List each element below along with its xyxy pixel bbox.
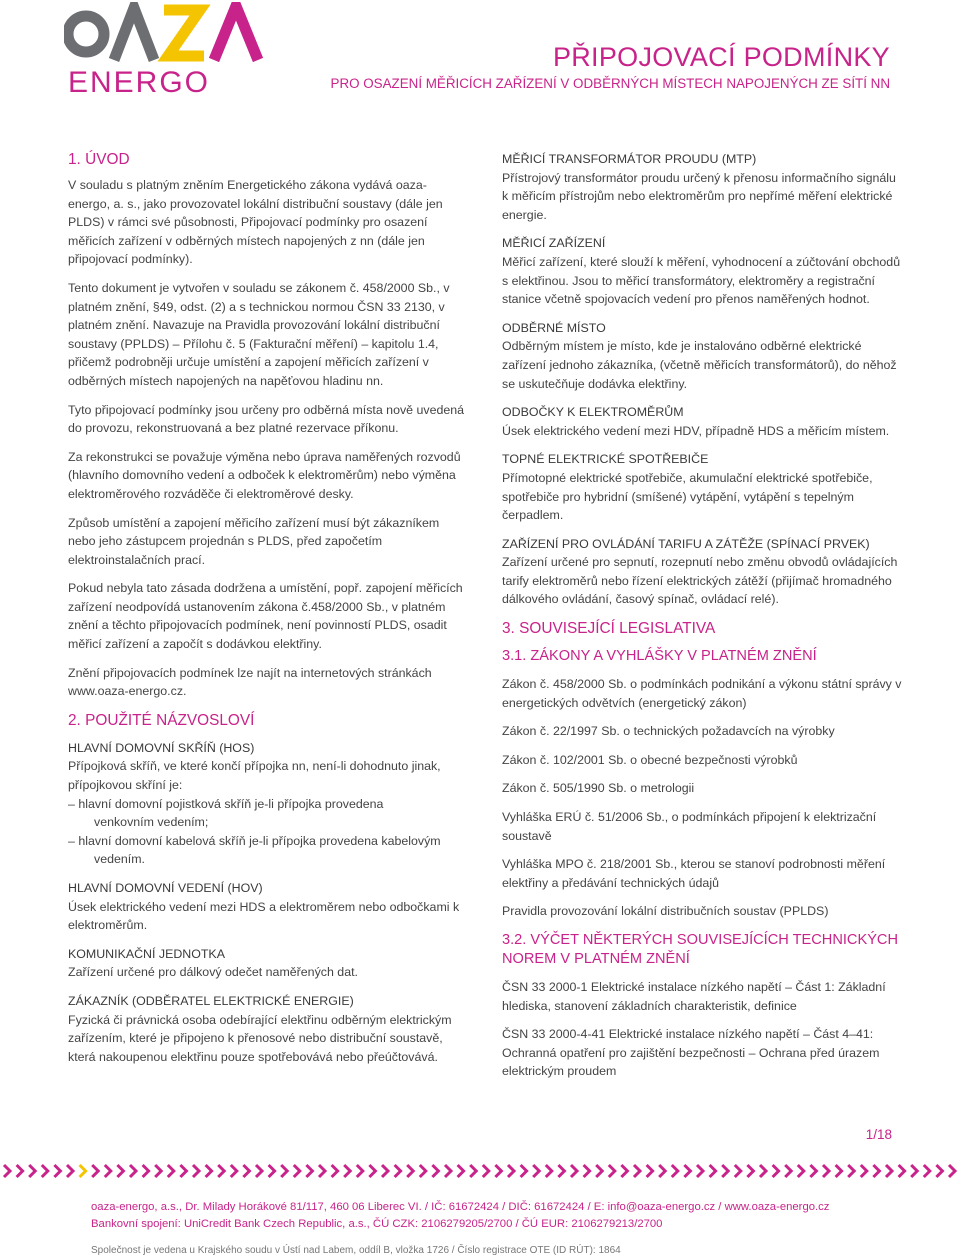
chevron-icon — [609, 1165, 615, 1177]
chevron-icon — [899, 1165, 905, 1177]
chevron-icon — [798, 1165, 804, 1177]
intro-paragraph-7: Znění připojovacích podmínek lze najít na internetových stránkách www.oaza-energo.cz. — [68, 665, 432, 699]
chevron-icon — [168, 1165, 174, 1177]
chevron-icon — [710, 1165, 716, 1177]
left-column — [68, 150, 468, 1076]
chevron-icon — [508, 1165, 514, 1177]
chevron-icon — [483, 1165, 489, 1177]
chevron-icon — [546, 1165, 552, 1177]
definition-merici-zarizeni: Měřicí zařízení, které slouží k měření, vyhodnocení a zúčtování obchodů s elektřinou. Jsou to měřicí transformátory, elektroměry a registrační stanice včetně spojovacích vedení pro přenos naměřených hodnot. — [502, 254, 901, 307]
document-title: PŘIPOJOVACÍ PODMÍNKY — [552, 42, 890, 72]
definition-odbocky: Úsek elektrického vedení mezi HDV, případně HDS a měřicím místem. — [502, 423, 890, 438]
chevron-icon — [193, 1165, 199, 1177]
chevron-icon — [949, 1165, 955, 1177]
chevron-icon — [105, 1165, 111, 1177]
term-topne-spotrebice: TOPNÉ ELEKTRICKÉ SPOTŘEBIČE — [502, 452, 709, 467]
chevron-icon — [29, 1165, 35, 1177]
chevron-icon — [470, 1165, 476, 1177]
chevron-icon — [495, 1165, 501, 1177]
chevron-icon — [836, 1165, 842, 1177]
chevron-icon — [558, 1165, 564, 1177]
chevron-icon — [886, 1165, 892, 1177]
term-hos: HLAVNÍ DOMOVNÍ SKŘÍŇ (HOS) — [68, 740, 255, 755]
hos-list-item-2-cont: vedením. — [94, 852, 145, 867]
intro-paragraph-4: Za rekonstrukci se považuje výměna nebo úprava naměřených rozvodů (hlavního domovního vedení a odboček k elektroměrům) nebo výměna elektroměrového rozváděče či elektroměrové desky. — [68, 449, 461, 501]
hos-list — [68, 795, 468, 869]
chevron-icon — [294, 1165, 300, 1177]
chevron-icon — [911, 1165, 917, 1177]
law-item: Zákon č. 22/1997 Sb. o technických požadavcích na výrobky — [502, 724, 835, 739]
term-odberne-misto: ODBĚRNÉ MÍSTO — [502, 320, 606, 335]
footer-registration-info: Společnost je vedena u Krajského soudu v Ústí nad Labem, oddíl B, vložka 1726 / Číslo registrace OTE (ID RÚT): 1864 — [91, 1245, 621, 1256]
chevron-icon — [17, 1165, 23, 1177]
chevron-icon — [823, 1165, 829, 1177]
company-logo — [64, 2, 264, 94]
chevron-icon — [357, 1165, 363, 1177]
chevron-icon — [659, 1165, 665, 1177]
chevron-icon — [382, 1165, 388, 1177]
definition-zakaznik: Fyzická či právnická osoba odebírající elektřinu odběrným elektrickým zařízením, které je připojeno k přenosové nebo distribuční soustavě, která nakoupenou elektřinu pouze spotřebovává nebo přeúčtovává. — [68, 1012, 452, 1064]
chevron-icon — [672, 1165, 678, 1177]
definition-hos: Přípojková skříň, ve které končí přípojka nn, není-li dohodnuto jinak, přípojkovou skříní je: — [68, 759, 441, 793]
chevron-icon — [873, 1165, 879, 1177]
chevron-icon — [231, 1165, 237, 1177]
hos-list-item-1: – hlavní domovní pojistková skříň je-li přípojka provedena — [68, 796, 384, 811]
chevron-icon — [584, 1165, 590, 1177]
section-2-heading: 2. POUŽITÉ NÁZVOSLOVÍ — [68, 711, 255, 729]
chevron-icon — [432, 1165, 438, 1177]
chevron-icon — [67, 1165, 73, 1177]
chevron-icon — [344, 1165, 350, 1177]
term-spinaci-prvek: ZAŘÍZENÍ PRO OVLÁDÁNÍ TARIFU A ZÁTĚŽE (SPÍNACÍ PRVEK) — [502, 536, 870, 551]
definition-mtp: Přístrojový transformátor proudu určený k přenosu informačního signálu k měřicím přístrojům nebo elektroměrům pro nepřímé měření elektrické energie. — [502, 170, 896, 222]
chevron-icon — [155, 1165, 161, 1177]
chevron-icon — [117, 1165, 123, 1177]
definition-spinaci-prvek: Zařízení určené pro sepnutí, rozepnutí nebo změnu obvodů ovládajících tarify elektroměrů nebo řízení elektrických zátěží (přijímač hromadného dálkového ovládání, časový spínač, ovládací relé). — [502, 555, 898, 607]
intro-paragraph-6: Pokud nebyla tato zásada dodržena a umístění, popř. zapojení měřicích zařízení neodpovídá ustanovením zákona č.458/2000 Sb., v platném znění a těchto připojovacích podmínek, není povinností PLDS, osadit měřicí zařízení a započít s dodávkou elektřiny. — [68, 581, 463, 652]
footer-company-info: oaza-energo, a.s., Dr. Milady Horákové 81/117, 460 06 Liberec VI. / IČ: 61672424 / DIČ: 61672424 / E: info@oaza-energo.cz / www.oaza-energo.cz — [91, 1201, 830, 1213]
chevron-icon — [773, 1165, 779, 1177]
hos-list-item-2: – hlavní domovní kabelová skříň je-li přípojka provedena kabelovým — [68, 833, 441, 848]
chevron-icon — [596, 1165, 602, 1177]
intro-paragraph-1: V souladu s platným zněním Energetického zákona vydává oaza-energo, a. s., jako provozovatel lokální distribuční soustavy (dále jen PLDS) v rámci své působnosti, Připojovací podmínky pro osazení měřicích zařízení v odběrných místech napojených z nn (dále jen připojovací podmínky). — [68, 178, 443, 267]
term-hov: HLAVNÍ DOMOVNÍ VEDENÍ (HOV) — [68, 881, 263, 895]
intro-paragraph-3: Tyto připojovací podmínky jsou určeny pro odběrná místa nově uvedená do provozu, rekonstruovaná a bez platné rezervace příkonu. — [68, 402, 465, 436]
law-item: Vyhláška ERÚ č. 51/2006 Sb., o podmínkách připojení k elektrizační soustavě — [502, 810, 877, 843]
right-column — [502, 150, 902, 1091]
norm-item: ČSN 33 2000-1 Elektrické instalace nízkého napětí – Část 1: Základní hlediska, stanovení základních charakteristik, definice — [502, 980, 886, 1013]
term-merici-zarizeni: MĚŘICÍ ZAŘÍZENÍ — [502, 236, 606, 251]
chevron-icon — [445, 1165, 451, 1177]
page-number: 1/18 — [865, 1127, 892, 1142]
chevron-icon — [143, 1165, 149, 1177]
chevron-icon — [760, 1165, 766, 1177]
chevron-icon — [281, 1165, 287, 1177]
hos-list-item-1-cont: venkovním vedením; — [94, 815, 209, 830]
law-item: Zákon č. 505/1990 Sb. o metrologii — [502, 781, 695, 796]
chevron-icon — [319, 1165, 325, 1177]
term-zakaznik: ZÁKAZNÍK (ODBĚRATEL ELEKTRICKÉ ENERGIE) — [68, 993, 354, 1008]
law-item: Zákon č. 102/2001 Sb. o obecné bezpečnosti výrobků — [502, 752, 798, 767]
chevron-icon — [924, 1165, 930, 1177]
law-item: Pravidla provozování lokální distribučních soustav (PPLDS) — [502, 904, 829, 919]
chevron-icon — [747, 1165, 753, 1177]
chevron-icon — [735, 1165, 741, 1177]
chevron-icon — [269, 1165, 275, 1177]
chevron-icon — [533, 1165, 539, 1177]
definition-komunikacni-jednotka: Zařízení určené pro dálkový odečet naměřených dat. — [68, 965, 358, 980]
chevron-icon — [243, 1165, 249, 1177]
chevron-icon — [407, 1165, 413, 1177]
document-subtitle: PRO OSAZENÍ MĚŘICÍCH ZAŘÍZENÍ V ODBĚRNÝCH MÍSTECH NAPOJENÝCH ZE SÍTÍ NN — [330, 76, 890, 91]
arrow-divider — [0, 1158, 960, 1184]
definition-hov: Úsek elektrického vedení mezi HDS a elektroměrem nebo odbočkami k elektroměrům. — [68, 899, 460, 933]
chevron-icon — [420, 1165, 426, 1177]
chevron-icon — [684, 1165, 690, 1177]
chevron-icon — [42, 1165, 48, 1177]
section-3-heading: 3. SOUVISEJÍCÍ LEGISLATIVA — [502, 620, 716, 638]
chevron-icon — [332, 1165, 338, 1177]
definition-odberne-misto: Odběrným místem je místo, kde je instalováno odběrné elektrické zařízení jednoho zákazníka, (včetně měřicích transformátorů), do něhož se uskutečňuje dodávka elektřiny. — [502, 339, 897, 391]
term-odbocky: ODBOČKY K ELEKTROMĚRŮM — [502, 405, 684, 420]
chevron-icon — [647, 1165, 653, 1177]
arrow-divider-graphic — [0, 1158, 960, 1184]
term-komunikacni-jednotka: KOMUNIKAČNÍ JEDNOTKA — [68, 946, 225, 961]
chevron-icon — [395, 1165, 401, 1177]
chevron-icon — [54, 1165, 60, 1177]
chevron-icon — [785, 1165, 791, 1177]
chevron-icon — [521, 1165, 527, 1177]
chevron-icon — [206, 1165, 212, 1177]
chevron-icon — [80, 1165, 86, 1177]
chevron-icon — [369, 1165, 375, 1177]
law-item: Vyhláška MPO č. 218/2001 Sb., kterou se stanoví podrobnosti měření elektřiny a předávání technických údajů — [502, 857, 886, 890]
chevron-icon — [458, 1165, 464, 1177]
intro-paragraph-5: Způsob umístění a zapojení měřicího zařízení musí být zákazníkem nebo jeho zástupcem projednán s PLDS, před započetím elektroinstalačních prací. — [68, 515, 440, 567]
chevron-icon — [936, 1165, 942, 1177]
chevron-icon — [848, 1165, 854, 1177]
definition-topne-spotrebice: Přímotopné elektrické spotřebiče, akumulační elektrické spotřebiče, spotřebiče pro hybridní (smíšené) vytápění, vytápění s tepelným čerpadlem. — [502, 470, 873, 523]
chevron-icon — [180, 1165, 186, 1177]
chevron-icon — [4, 1165, 10, 1177]
chevron-icon — [697, 1165, 703, 1177]
section-3-1-heading: 3.1. ZÁKONY A VYHLÁŠKY V PLATNÉM ZNĚNÍ — [502, 648, 817, 665]
footer-bank-info: Bankovní spojení: UniCredit Bank Czech Republic, a.s., ČÚ CZK: 2106279205/2700 / ČÚ EUR: 2106279213/2700 — [91, 1218, 663, 1230]
chevron-icon — [130, 1165, 136, 1177]
chevron-icon — [256, 1165, 262, 1177]
chevron-icon — [621, 1165, 627, 1177]
section-3-2-heading: 3.2. VÝČET NĚKTERÝCH SOUVISEJÍCÍCH TECHNICKÝCH NOREM V PLATNÉM ZNĚNÍ — [502, 932, 899, 967]
norm-item: ČSN 33 2000-4-41 Elektrické instalace nízkého napětí – Část 4–41: Ochranná opatření pro zajištění bezpečnosti – Ochrana před úrazem elektrickým proudem — [502, 1027, 880, 1079]
logo-text-energo: ENERGO — [68, 66, 211, 94]
chevron-icon — [861, 1165, 867, 1177]
chevron-icon — [810, 1165, 816, 1177]
chevron-icon — [722, 1165, 728, 1177]
law-item: Zákon č. 458/2000 Sb. o podmínkách podnikání a výkonu státní správy v energetických odvětvích (energetický zákon) — [502, 677, 902, 710]
chevron-icon — [571, 1165, 577, 1177]
section-1-heading: 1. ÚVOD — [68, 151, 130, 168]
chevron-icon — [92, 1165, 98, 1177]
chevron-icon — [306, 1165, 312, 1177]
intro-paragraph-2: Tento dokument je vytvořen v souladu se zákonem č. 458/2000 Sb., v platném znění, §49, odst. (2) a s technickou normou ČSN 33 2130, v platném znění. Navazuje na Pravidla provozování lokální distribuční soustavy (PPLDS) – Přílohu č. 5 (Fakturační měření) – kapitolu 1.4, přičemž podrobněji určuje umístění a zapojení měřicích zařízení v odběrných místech napojených na napěťovou hladinu nn. — [68, 280, 450, 388]
term-mtp: MĚŘICÍ TRANSFORMÁTOR PROUDU (MTP) — [502, 152, 757, 166]
chevron-icon — [634, 1165, 640, 1177]
logo-graphic — [64, 2, 264, 94]
chevron-icon — [218, 1165, 224, 1177]
